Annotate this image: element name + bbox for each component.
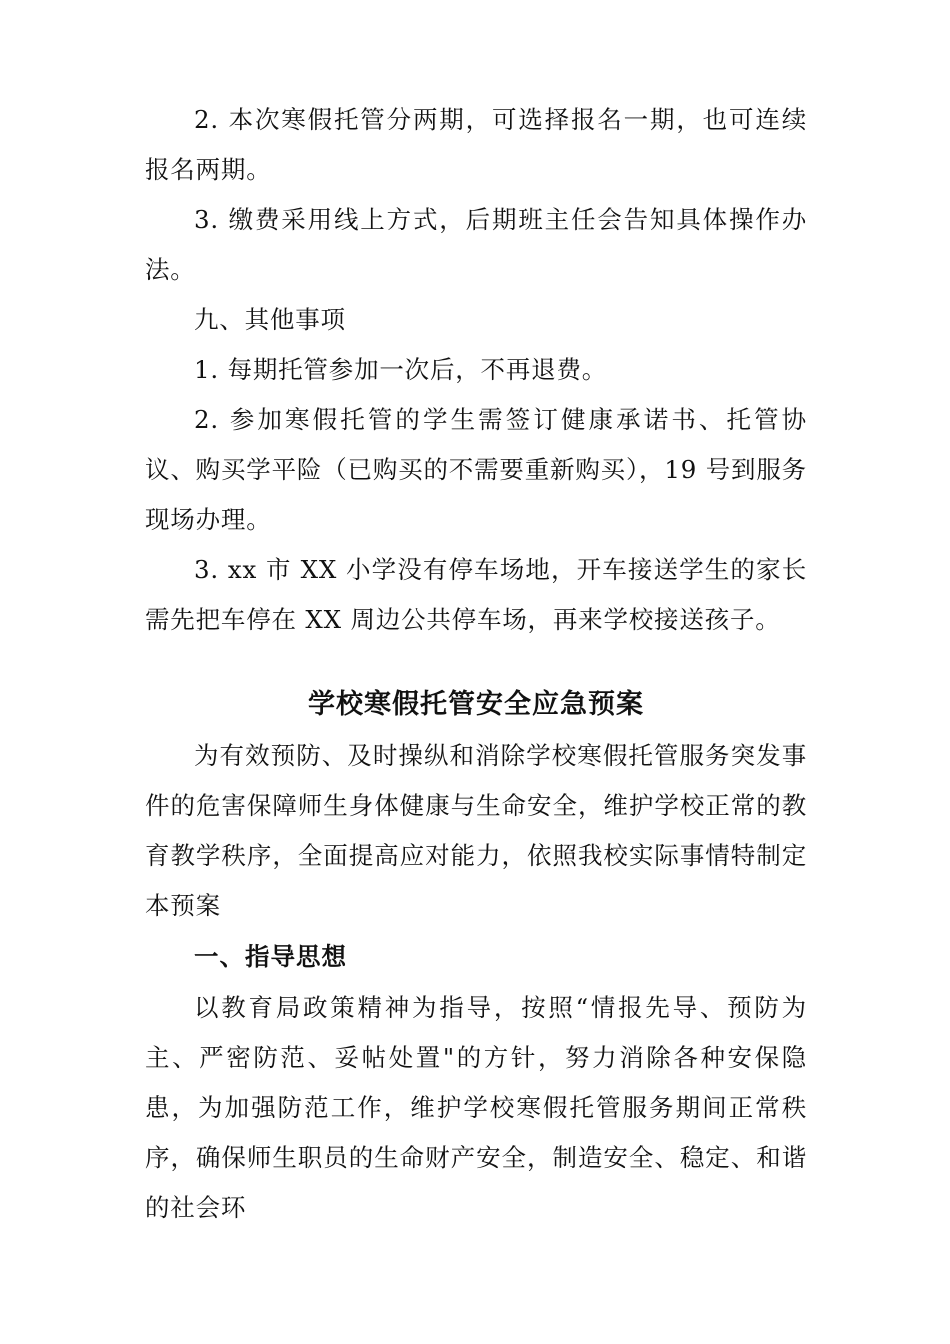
paragraph-parking: 3. xx 市 XX 小学没有停车场地，开车接送学生的家长需先把车停在 XX 周边公共停车场，再来学校接送孩子。 (145, 555, 807, 634)
document-page (145, 95, 807, 1233)
section-heading-other-matters: 九、其他事项 (194, 305, 346, 334)
paragraph-payment-method: 3. 缴费采用线上方式，后期班主任会告知具体操作办法。 (145, 205, 807, 284)
heading-guiding-ideology: 一、指导思想 (194, 942, 347, 971)
paragraph-enrollment-periods: 2. 本次寒假托管分两期，可选择报名一期，也可连续报名两期。 (145, 105, 807, 184)
document-title: 学校寒假托管安全应急预案 (308, 689, 644, 720)
paragraph-guiding-ideology: 以教育局政策精神为指导，按照“情报先导、预防为主、严密防范、妥帖处置"的方针，努力消除各种安保隐患，为加强防范工作，维护学校寒假托管服务期间正常秩序，确保师生职员的生命财产安全，制造安全、稳定、和谐的社会环 (145, 993, 807, 1222)
paragraph-intro: 为有效预防、及时操纵和消除学校寒假托管服务突发事件的危害保障师生身体健康与生命安全，维护学校正常的教育教学秩序，全面提高应对能力，依照我校实际事情特制定本预案 (145, 741, 807, 920)
paragraph-health-commitment: 2. 参加寒假托管的学生需签订健康承诺书、托管协议、购买学平险（已购买的不需要重新购买），19 号到服务现场办理。 (145, 405, 807, 534)
paragraph-no-refund: 1. 每期托管参加一次后，不再退费。 (194, 355, 608, 384)
